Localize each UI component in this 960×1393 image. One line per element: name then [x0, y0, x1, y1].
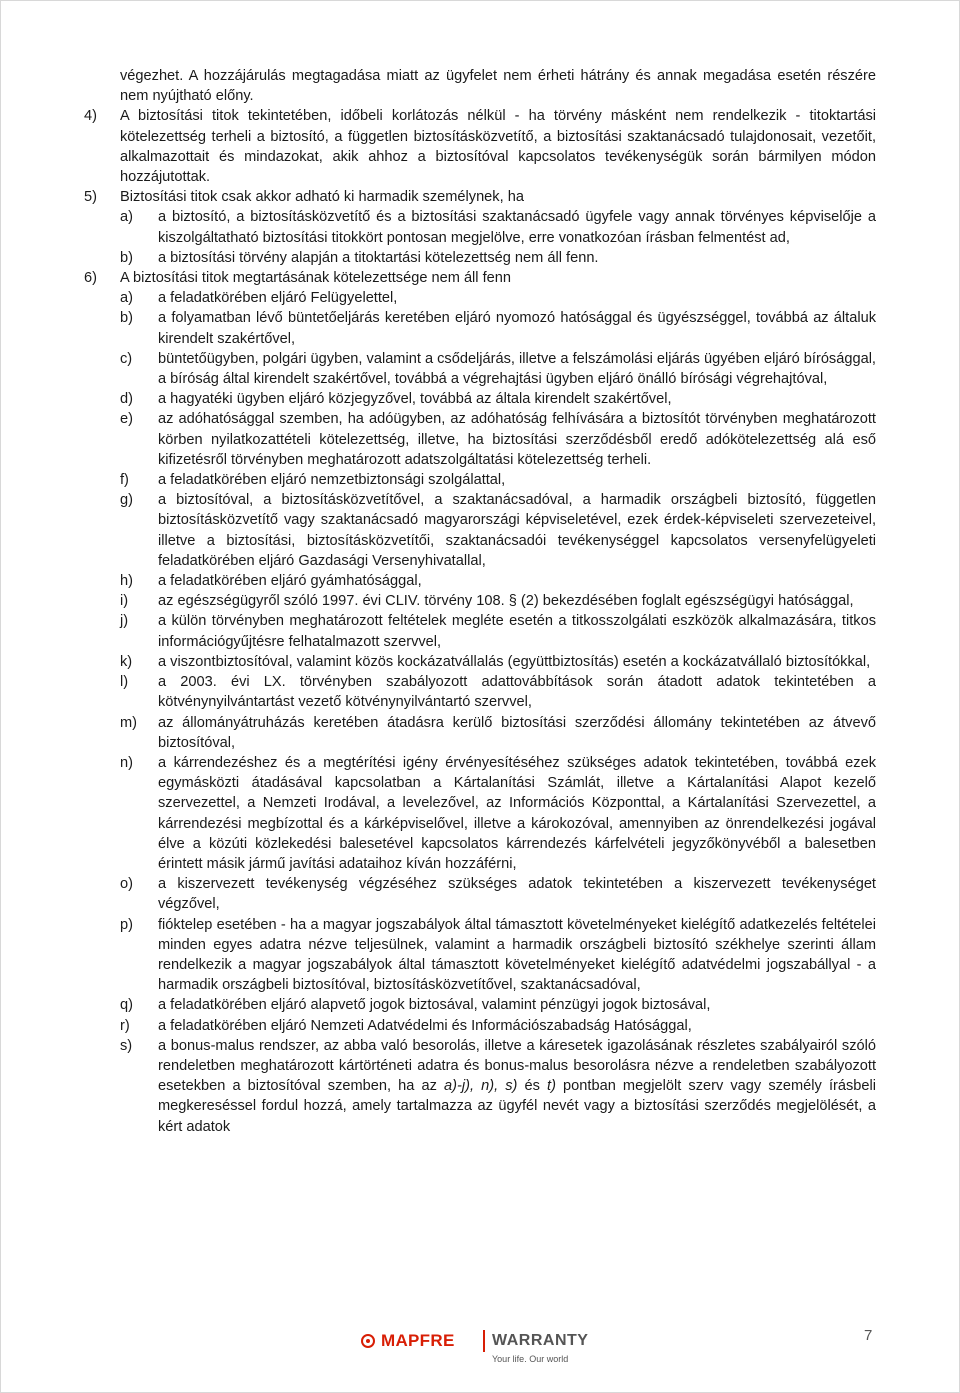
list-item — [120, 874, 876, 914]
section-number: 5) — [84, 189, 97, 206]
list-label: h) — [120, 573, 133, 590]
list-label: m) — [120, 714, 138, 731]
list-label: s) — [120, 1037, 133, 1054]
list-item — [120, 995, 876, 1015]
section-number: 4) — [84, 108, 97, 125]
list-label: f) — [120, 472, 129, 489]
list-label: l) — [120, 674, 129, 691]
list-item — [120, 652, 876, 672]
list-text: a viszontbiztosítóval, valamint közös kockázatvállalás (együttbiztosítás) esetén a kockázatvállaló biztosítókkal, — [158, 653, 871, 670]
list-text: a hagyatéki ügyben eljáró közjegyzővel, továbbá az általa kirendelt szakértővel, — [158, 391, 672, 408]
list-item — [120, 672, 876, 712]
section-4 — [84, 106, 876, 187]
list-text: a feladatkörében eljáró nemzetbiztonsági szolgálattal, — [158, 472, 506, 489]
list-text: a feladatkörében eljáró alapvető jogok biztosával, valamint pénzügyi jogok biztosával, — [158, 997, 711, 1014]
mapfre-warranty-logo — [361, 1330, 601, 1370]
list-label: a) — [120, 209, 133, 226]
list-text: a biztosítási törvény alapján a titoktartási kötelezettség nem áll fenn. — [158, 249, 599, 266]
list-label: r) — [120, 1017, 130, 1034]
section-5 — [84, 187, 876, 207]
list-text: a feladatkörében eljáró Nemzeti Adatvédelmi és Információszabadság Hatósággal, — [158, 1017, 692, 1034]
list-text: a külön törvényben meghatározott feltételek megléte esetén a titkosszolgálati eszközök alkalmazására, titkos információgyűjtésre felhatalmazott szervvel, — [158, 613, 876, 650]
list-item — [120, 207, 876, 247]
list-label: b) — [120, 249, 133, 266]
italic-ref: t) — [547, 1078, 556, 1095]
list-text: a kárrendezéshez és a megtérítési igény érvényesítéséhez szükséges adatok tekintetében, továbbá ezek egymásközti átadásával kapcsolatban a Kártalanítási Számlát, illetve a Kártalanítási Alapot kezelő szervezettel, a Nemzeti Irodával, a levelezővel, az Információs Központtal, a Kártalanítási Szervezettel, a kárrendezési megbízottal és a kárképviselővel, illetve a károkozóval, amennyiben az önrendelkezési jogával élve a közúti közlekedési balesetével kapcsolatos kárrendezés kárfelvételi jegyzőkönyvéből a balesetben érintett másik jármű javítási adataihoz kíván hozzáférni, — [158, 754, 876, 872]
list-item — [120, 713, 876, 753]
list-label: k) — [120, 653, 133, 670]
text-part: és — [517, 1078, 548, 1095]
list-label: n) — [120, 754, 133, 771]
list-text: a feladatkörében eljáró Felügyelettel, — [158, 290, 398, 307]
logo-slogan: Your life. Our world — [492, 1354, 569, 1364]
list-item — [120, 611, 876, 651]
list-text: büntetőügyben, polgári ügyben, valamint a csődeljárás, illetve a felszámolási eljárás ügyében eljáró bírósággal, a bíróság által kirendelt szakértővel, továbbá a végrehajtási ügyben eljáró önálló bírósági végrehajtóval, — [158, 350, 876, 388]
section-text: A biztosítási titok tekintetében, időbeli korlátozás nélkül - ha törvény másként nem rendelkezik - titoktartási kötelezettség terheli a biztosító, a független biztosításközvetítő, a biztosítási szaktanácsadó tulajdonosait, vezetőit, alkalmazottait és mindazokat, akik ahhoz a biztosítóval kapcsolatos tevékenységük során bármilyen módon hozzájutottak. — [120, 108, 876, 186]
list-label: i) — [120, 593, 129, 610]
list-item — [120, 389, 876, 409]
list-text: a 2003. évi LX. törvényben szabályozott adattovábbítások során átadott adatok tekintetében a kötvénynyilvántartást vezető kötvénynyilvántartó szervvel, — [158, 674, 876, 711]
list-label: o) — [120, 876, 133, 893]
intro-paragraph: végezhet. A hozzájárulás megtagadása miatt az ügyfelet nem érheti hátrány és annak megadása esetén részére nem nyújtható előny. — [120, 68, 876, 105]
list-label: e) — [120, 411, 133, 428]
text-part: a bonus-malus rendszer, az abba való besorolás, illetve a káresetek igazolásának részletes szabályairól szóló rendeletben meghatározott kártörténeti adatra és bonus-malus besorolásra nézve a rendeletben szabályozott esetekben a biztosítóval szemben, ha az — [158, 1037, 876, 1095]
section-number: 6) — [84, 270, 97, 287]
section-text: Biztosítási titok csak akkor adható ki harmadik személynek, ha — [120, 189, 524, 206]
logo-product: WARRANTY — [492, 1332, 589, 1349]
logo-divider — [483, 1330, 485, 1352]
list-item-s — [120, 1036, 876, 1137]
section-5-list — [84, 207, 876, 268]
list-label: q) — [120, 997, 133, 1014]
list-item — [120, 753, 876, 874]
list-label: b) — [120, 310, 133, 327]
logo-brand: MAPFRE — [381, 1331, 455, 1350]
list-item — [120, 591, 876, 611]
italic-ref: a)-j), n), s) — [444, 1078, 518, 1095]
list-item — [120, 308, 876, 348]
list-text: az adóhatósággal szemben, ha adóügyben, az adóhatóság felhívására a biztosítót törvényben meghatározott körben nyilatkozattételi kötelezettség, illetve, ha biztosítási szerződésből eredő adókötelezettség alá eső kifizetésről törvényben meghatározott adatszolgáltatási kötelezettség terheli. — [158, 411, 876, 468]
list-item — [120, 248, 876, 268]
page-number: 7 — [864, 1327, 873, 1344]
list-text: fióktelep esetében - ha a magyar jogszabályok által támasztott követelményeket kielégítő adatkezelés feltételei minden egyes adatra nézve teljesülnek, valamint a harmadik országbeli biztosító székhelye szerinti állam rendelkezik a magyar jogszabályok által támasztott követelményeket kielégítő adatvédelmi jogszabállyal - a harmadik országbeli biztosítóval, biztosításközvetítővel, szaktanácsadóval, — [158, 916, 876, 994]
list-text: a folyamatban lévő büntetőeljárás keretében eljáró nyomozó hatósággal és ügyészséggel, továbbá az általuk kirendelt szakértővel, — [158, 310, 876, 347]
list-text — [158, 1036, 876, 1137]
list-text: az állományátruházás keretében átadásra kerülő biztosítási szerződési állomány tekintetében az átvevő biztosítóval, — [158, 714, 876, 751]
list-text: a biztosítóval, a biztosításközvetítővel, a szaktanácsadóval, a harmadik országbeli biztosító, független biztosításközvetítő vagy szaktanácsadó magyarországi képviseletével, ezek érdek-képviseleti szervezeteivel, illetve a biztosítási, biztosításközvetítői, szaktanácsadói tevékenységgel kapcsolatos versenyfelügyeleti feladatkörében eljáró Gazdasági Versenyhivatallal, — [158, 492, 876, 569]
list-item — [120, 288, 876, 308]
list-text: a biztosító, a biztosításközvetítő és a biztosítási szaktanácsadó ügyfele vagy annak törvényes képviselője a kiszolgáltatható biztosítási titokkört pontosan megjelölve, erre vonatkozóan írásban felmentést ad, — [158, 209, 876, 246]
section-6-list — [84, 288, 876, 1036]
list-text: a feladatkörében eljáró gyámhatósággal, — [158, 573, 422, 590]
list-item — [120, 490, 876, 571]
list-label: d) — [120, 391, 133, 408]
list-item — [120, 915, 876, 996]
list-item — [120, 349, 876, 389]
list-label: j) — [120, 613, 129, 630]
document-body — [84, 66, 876, 1137]
list-text: az egészségügyről szóló 1997. évi CLIV. törvény 108. § (2) bekezdésében foglalt egészségügyi hatósággal, — [158, 593, 854, 610]
section-6 — [84, 268, 876, 288]
mapfre-emblem-icon — [361, 1334, 375, 1348]
list-label: g) — [120, 492, 133, 509]
list-item — [120, 571, 876, 591]
list-label: p) — [120, 916, 133, 933]
list-label: c) — [120, 350, 133, 367]
section-text: A biztosítási titok megtartásának kötelezettsége nem áll fenn — [120, 270, 512, 287]
list-item — [120, 470, 876, 490]
list-item — [120, 409, 876, 470]
list-text: a kiszervezett tevékenység végzéséhez szükséges adatok tekintetében a kiszervezett tevékenységet végzővel, — [158, 876, 876, 913]
list-label: a) — [120, 290, 133, 307]
text-part: pontban megjelölt szerv vagy személy írásbeli megkereséssel fordul hozzá, amely tartalmazza az ügyfél nevét vagy a biztosítási szerződés megjelölését, a kért adatok — [158, 1078, 876, 1135]
list-item — [120, 1016, 876, 1036]
